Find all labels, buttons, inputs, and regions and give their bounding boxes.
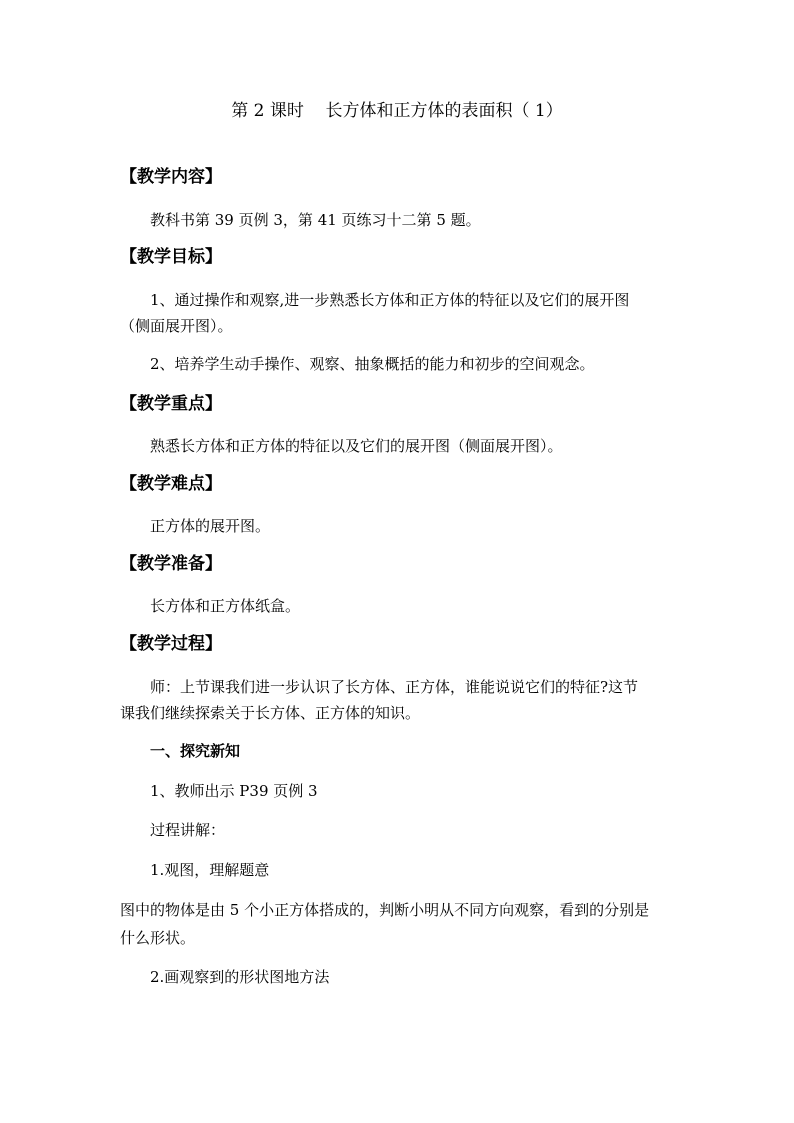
heading-goals: 【教学目标】	[120, 247, 222, 267]
process-para-2-line-2: 什么形状。	[120, 929, 196, 947]
goal-2: 2、培养学生动手操作、观察、抽象概括的能力和初步的空间观念。	[150, 355, 595, 373]
preparation-text: 长方体和正方体纸盒。	[150, 597, 301, 615]
lesson-title: 第 2 课时 长方体和正方体的表面积（ 1）	[231, 101, 563, 121]
key-points-text: 熟悉长方体和正方体的特征以及它们的展开图（侧面展开图）。	[150, 437, 563, 455]
process-para-1-line-2: 课我们继续探索关于长方体、正方体的知识。	[120, 704, 421, 722]
heading-key-points: 【教学重点】	[120, 394, 222, 414]
process-para-2-line-1: 图中的物体是由 5 个小正方体搭成的，判断小明从不同方向观察，看到的分别是	[120, 901, 650, 919]
process-step-3: 1.观图，理解题意	[150, 861, 270, 879]
difficulties-text: 正方体的展开图。	[150, 517, 271, 535]
heading-preparation: 【教学准备】	[120, 554, 222, 574]
goal-1-line-2: （侧面展开图）。	[120, 317, 233, 335]
heading-process: 【教学过程】	[120, 634, 222, 654]
heading-content: 【教学内容】	[120, 167, 222, 187]
goal-1-line-1: 1、通过操作和观察,进一步熟悉长方体和正方体的特征以及它们的展开图	[150, 291, 630, 309]
content-text: 教科书第 39 页例 3，第 41 页练习十二第 5 题。	[150, 211, 481, 229]
process-subheading: 一、探究新知	[150, 742, 241, 760]
heading-difficulties: 【教学难点】	[120, 474, 222, 494]
process-step-2: 过程讲解：	[150, 821, 226, 839]
process-step-4: 2.画观察到的形状图地方法	[150, 968, 330, 986]
process-step-1: 1、教师出示 P39 页例 3	[150, 782, 318, 800]
process-para-1-line-1: 师：上节课我们进一步认识了长方体、正方体，谁能说说它们的特征?这节	[150, 678, 639, 696]
